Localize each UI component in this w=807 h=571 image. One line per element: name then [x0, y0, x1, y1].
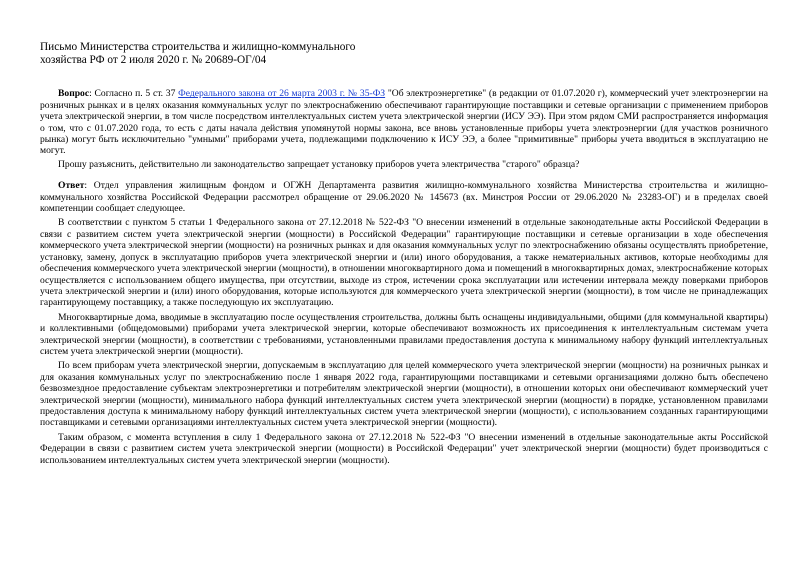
document-title-line-2: хозяйства РФ от 2 июля 2020 г. № 20689-ОГ/04: [40, 54, 267, 67]
answer-paragraph: [40, 180, 768, 214]
answer-text: : Отдел управления жилищным фондом и ОГЖН Департамента развития жилищно-коммунального хозяйства Министерства строительства и жилищно-коммунального хозяйства Российской Федерации рассмотрел обращение от 29.06.2020 № 145673 (вх. Минстроя России от 29.06.2020 № 23283-ОГ) и в пределах своей компетенции сообщает следующее.: [40, 180, 768, 215]
answer-label: Ответ: [58, 180, 85, 192]
document-title-line-1: Письмо Министерства строительства и жилищно-коммунального: [40, 41, 356, 53]
document-page: [40, 41, 768, 466]
question-label: Вопрос: [58, 88, 90, 100]
question-follow-paragraph: Прошу разъяснить, действительно ли законодательство запрещает установку приборов учета электричества "старого" образца?: [58, 158, 580, 170]
body-paragraph-3: По всем приборам учета электрической энергии, допускаемым в эксплуатацию для целей коммерческого учета электрической энергии (мощности) на розничных рынках и для оказания коммунальных услуг по электроснабжению после 1 января 2022 года, гарантирующими поставщиками и сетевыми организациями должно быть обеспечено безвозмездное предоставление субъектам электроэнергетики и потребителям электрической энергии (мощности), в отношении которых они обеспечивают коммерческий учет электрической энергии (мощности), минимального набора функций интеллектуальных систем учета электрической энергии (мощности) в порядке, установленном правилами предоставления доступа к минимальному набору функций интеллектуальных систем учета электрической энергии (мощности), с использованием созданных гарантирующими поставщиками и сетевыми организациями интеллектуальных систем учета электрической энергии (мощности).: [40, 360, 768, 429]
federal-law-link[interactable]: Федерального закона от 26 марта 2003 г. № 35-ФЗ: [178, 88, 386, 100]
document-title: [40, 41, 768, 67]
body-paragraph-4: Таким образом, с момента вступления в силу 1 Федерального закона от 27.12.2018 № 522-ФЗ "О внесении изменений в отдельные законодательные акты Российской Федерации в связи с развитием систем учета электрической энергии (мощности) в Российской Федерации" учет электрической энергии (мощности) будет производиться с использованием интеллектуальных систем учета электрической энергии (мощности).: [40, 431, 768, 466]
question-text-before: : Согласно п. 5 ст. 37: [89, 88, 179, 100]
question-paragraph: [40, 88, 768, 156]
body-paragraph-2: Многоквартирные дома, вводимые в эксплуатацию после осуществления строительства, должны быть оснащены индивидуальными, общими (для коммунальной квартиры) и коллективными (общедомовыми) приборами учета электрической энергии, которые обеспечивают возможность их присоединения к интеллектуальным системам учета электрической энергии (мощности), в соответствии с требованиями, установленными правилами предоставления доступа к минимальному набору функций интеллектуальных систем учета электрической энергии (мощности).: [40, 311, 768, 357]
question-text-after: "Об электроэнергетике" (в редакции от 01.07.2020 г), коммерческий учет электроэнергии на розничных рынках и в целях оказания коммунальных услуг по электроснабжению обеспечивают гарантирующие поставщики и сетевые организации с применением приборов учета электрической энергии, в том числе посредством интеллектуальных систем учета электрической энергии (ИСУ ЭЭ). При этом рядом СМИ распространяется информация о том, что с 01.07.2020 года, то есть с даты начала действия упомянутой нормы закона, все вновь установленные приборы учета электроэнергии (для участков розничного рынка) могут быть исключительно "умными" приборами учета, подлежащими подключению к ИСУ ЭЭ, а более "примитивные" приборы учета вводиться в эксплуатацию не могут.: [40, 88, 768, 157]
body-paragraph-1: В соответствии с пунктом 5 статьи 1 Федерального закона от 27.12.2018 № 522-ФЗ "О внесении изменений в отдельные законодательные акты Российской Федерации в связи с развитием систем учета электрической энергии (мощности) в Российской Федерации" гарантирующие поставщики и сетевые организации в ходе обеспечения коммерческого учета электрической энергии (мощности) на розничных рынках и для оказания коммунальных услуг по электроснабжению обязаны осуществлять приобретение, установку, замену, допуск в эксплуатацию приборов учета электрической энергии и (или) иного оборудования, а также нематериальных активов, которые необходимы для обеспечения коммерческого учета электрической энергии (мощности), в отношении многоквартирного дома и помещений в многоквартирных домах, электроснабжение которых осуществляется с использованием общего имущества, при отсутствии, выходе из строя, истечении срока эксплуатации или истечении интервала между поверками приборов учета электрической энергии и (или) иного оборудования, которые используются для коммерческого учета электрической энергии (мощности), в том числе не принадлежащих гарантирующему поставщику, а также последующую их эксплуатацию.: [40, 217, 768, 309]
